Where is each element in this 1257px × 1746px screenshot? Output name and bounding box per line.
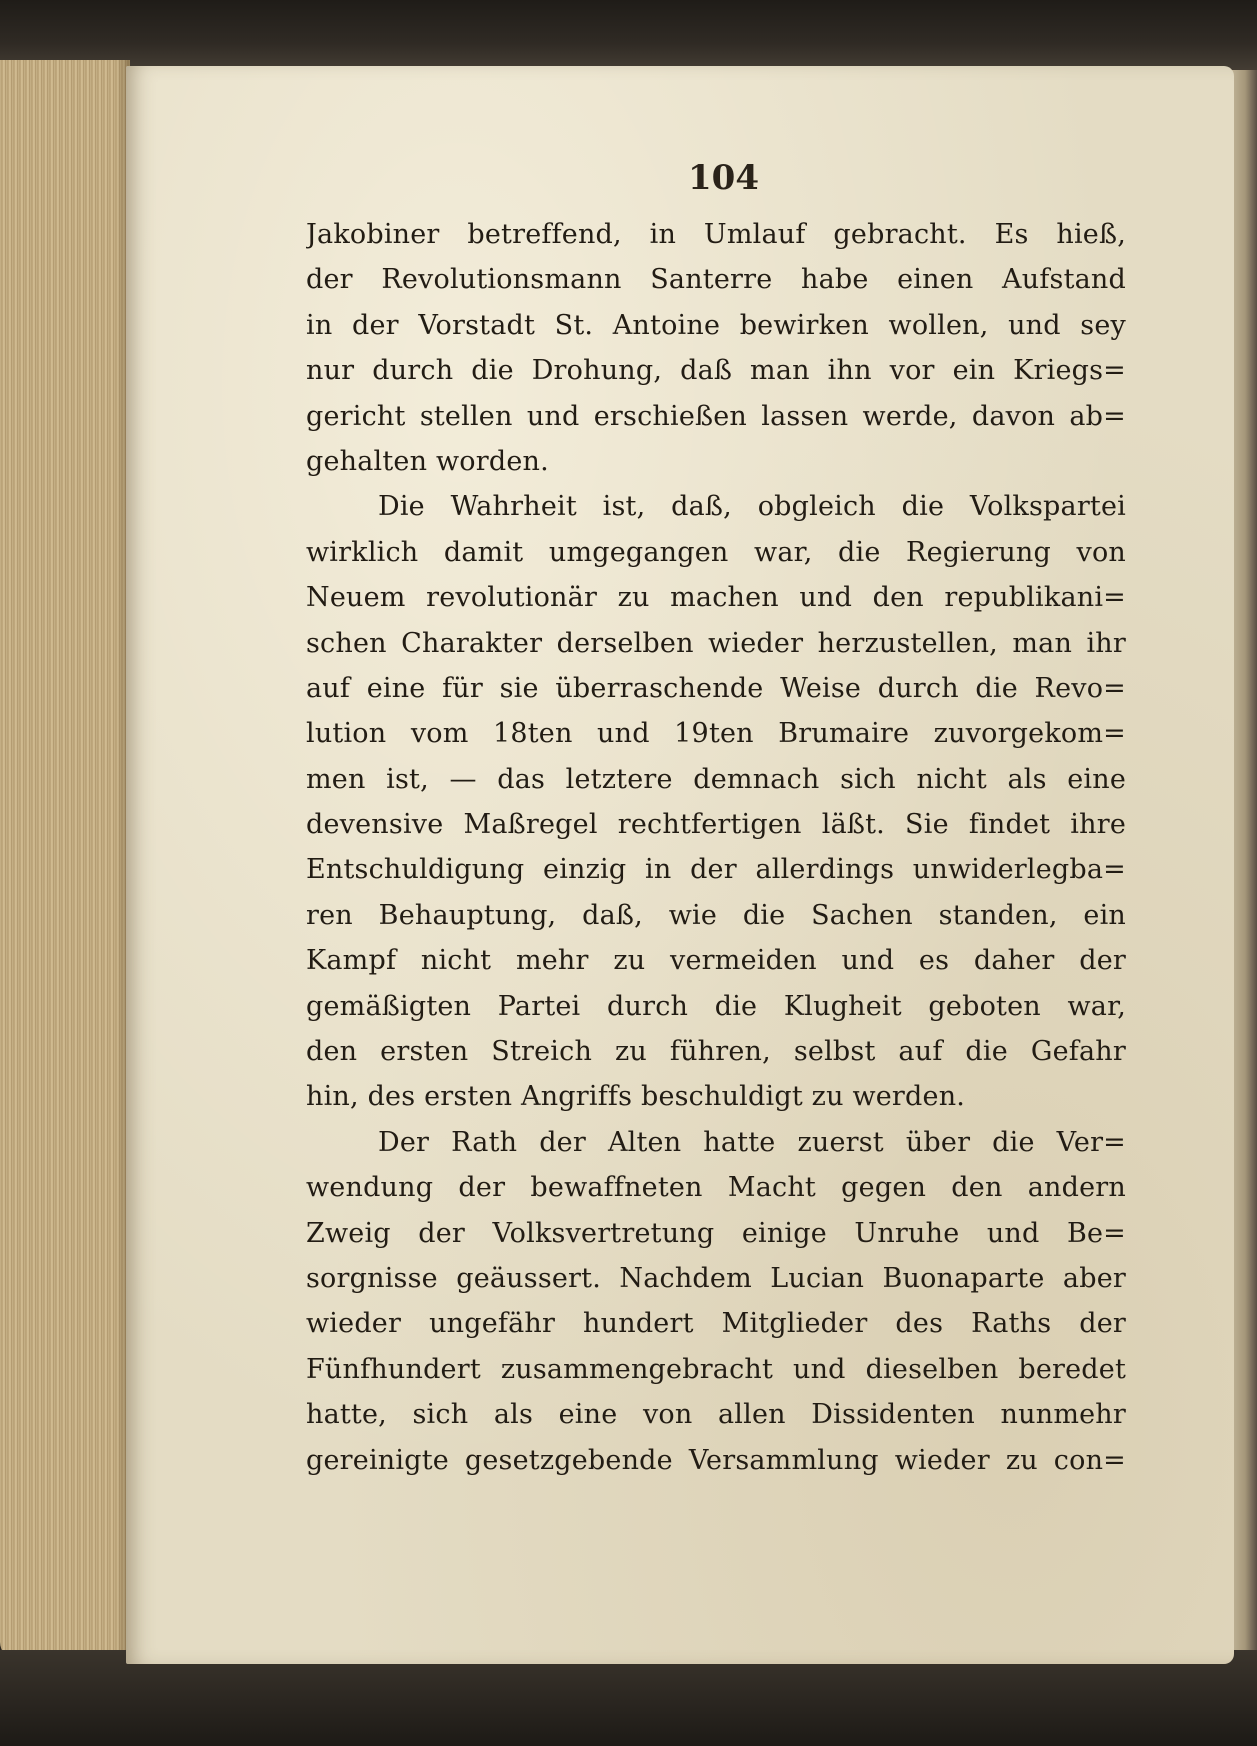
text-line: gereinigte gesetzgebende Versammlung wieder zu con= bbox=[306, 1444, 1126, 1476]
body-text bbox=[306, 212, 1126, 1483]
text-line: den ersten Streich zu führen, selbst auf die Gefahr bbox=[306, 1036, 1126, 1068]
text-line: auf eine für sie überraschende Weise durch die Revo= bbox=[306, 672, 1126, 704]
page-edges-left bbox=[0, 60, 130, 1660]
text-line: devensive Maßregel rechtfertigen läßt. Sie findet ihre bbox=[306, 809, 1126, 841]
text-line: hatte, sich als eine von allen Dissidenten nunmehr bbox=[306, 1399, 1126, 1431]
text-line: Kampf nicht mehr zu vermeiden und es daher der bbox=[306, 945, 1126, 977]
text-line: Jakobiner betreffend, in Umlauf gebracht. Es hieß, bbox=[306, 219, 1126, 250]
text-line: gehalten worden. bbox=[306, 445, 549, 477]
text-line: Neuem revolutionär zu machen und den republikani= bbox=[306, 582, 1126, 614]
text-line: wieder ungefähr hundert Mitglieder des Raths der bbox=[306, 1308, 1126, 1340]
text-line: hin, des ersten Angriffs beschuldigt zu werden. bbox=[306, 1081, 966, 1113]
text-line: wirklich damit umgegangen war, die Regierung von bbox=[306, 536, 1126, 568]
text-line: Fünfhundert zusammengebracht und dieselben beredet bbox=[306, 1353, 1126, 1385]
text-line: Zweig der Volksvertretung einige Unruhe und Be= bbox=[306, 1217, 1126, 1249]
page-number: 104 bbox=[688, 158, 759, 198]
text-line: Der Rath der Alten hatte zuerst über die Ver= bbox=[378, 1126, 1126, 1158]
text-line: nur durch die Drohung, daß man ihn vor ein Kriegs= bbox=[306, 355, 1126, 387]
text-line: Entschuldigung einzig in der allerdings unwiderlegba= bbox=[306, 854, 1126, 886]
text-line: schen Charakter derselben wieder herzustellen, man ihr bbox=[306, 627, 1126, 659]
text-line: sorgnisse geäussert. Nachdem Lucian Buonaparte aber bbox=[306, 1262, 1126, 1294]
text-line: men ist, — das letztere demnach sich nicht als eine bbox=[306, 763, 1126, 795]
text-line: gemäßigten Partei durch die Klugheit geboten war, bbox=[306, 990, 1126, 1022]
text-line: wendung der bewaffneten Macht gegen den andern bbox=[306, 1172, 1126, 1204]
text-line: ren Behauptung, daß, wie die Sachen standen, ein bbox=[306, 899, 1126, 931]
text-line: in der Vorstadt St. Antoine bewirken wollen, und sey bbox=[306, 309, 1126, 341]
text-line: lution vom 18ten und 19ten Brumaire zuvorgekom= bbox=[306, 718, 1126, 750]
book-bottom-edge bbox=[0, 1650, 1257, 1746]
text-line: der Revolutionsmann Santerre habe einen Aufstand bbox=[306, 264, 1126, 296]
text-line: Die Wahrheit ist, daß, obgleich die Volkspartei bbox=[378, 491, 1126, 523]
text-line: gericht stellen und erschießen lassen werde, davon ab= bbox=[306, 400, 1126, 432]
